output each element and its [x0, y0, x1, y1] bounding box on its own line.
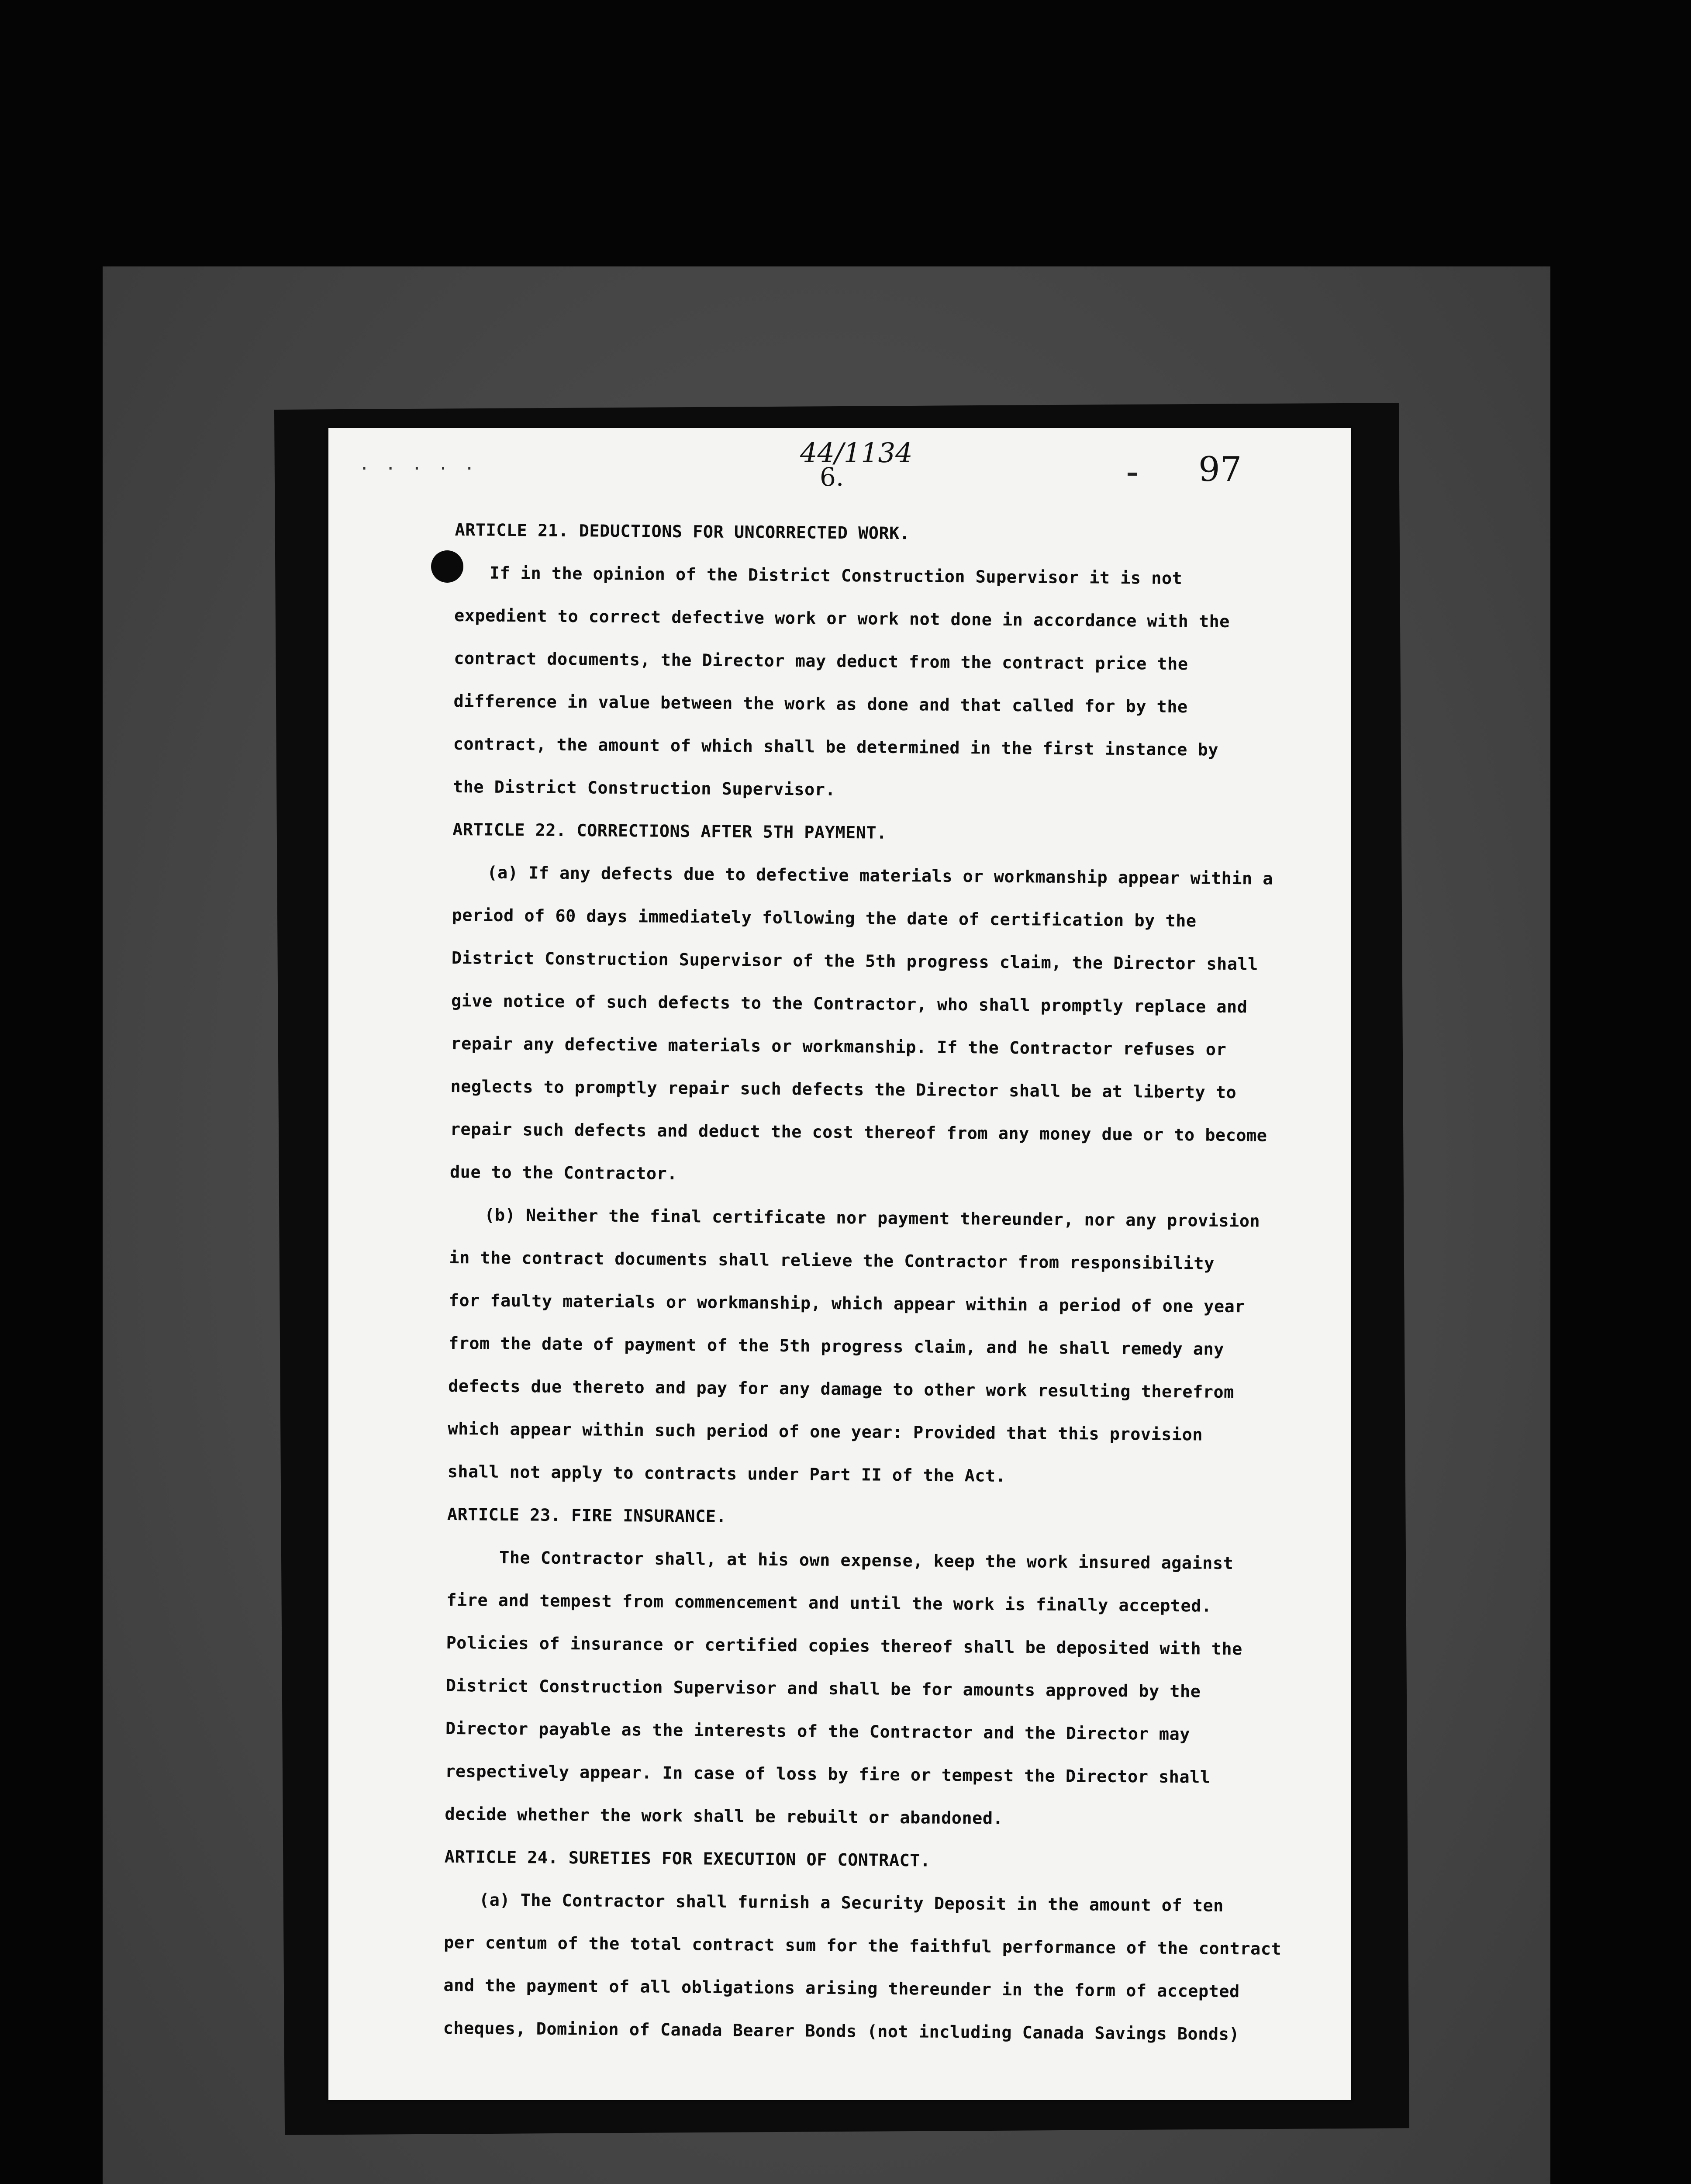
article-22a-line: due to the Contractor.: [449, 1162, 678, 1184]
stamped-page-number: 97: [1198, 450, 1242, 489]
article-24-heading: ARTICLE 24. SURETIES FOR EXECUTION OF CONTRACT.: [444, 1847, 931, 1871]
article-24a-line: cheques, Dominion of Canada Bearer Bonds (not including Canada Savings Bonds): [443, 2018, 1240, 2045]
article-22a-line: neglects to promptly repair such defects the Director shall be at liberty to: [450, 1076, 1237, 1103]
handwritten-file-reference: 44/1134: [800, 437, 913, 469]
stray-marks: · · · · ·: [359, 459, 477, 479]
article-24a-line: and the payment of all obligations arising thereunder in the form of accepted: [443, 1975, 1240, 2002]
article-22b-line: from the date of payment of the 5th progress claim, and he shall remedy any: [448, 1333, 1225, 1359]
article-23-line: decide whether the work shall be rebuilt or abandoned.: [445, 1804, 1004, 1828]
article-21-line: the District Construction Supervisor.: [452, 777, 836, 800]
article-21-heading: ARTICLE 21. DEDUCTIONS FOR UNCORRECTED WORK.: [455, 520, 910, 544]
article-22b-line: which appear within such period of one year: Provided that this provision: [448, 1419, 1203, 1445]
article-23-line: respectively appear. In case of loss by fire or tempest the Director shall: [445, 1761, 1211, 1787]
article-21-line: If in the opinion of the District Construction Supervisor it is not: [489, 563, 1183, 589]
article-23-line: Director payable as the interests of the Contractor and the Director may: [445, 1718, 1191, 1745]
article-22a-line: give notice of such defects to the Contractor, who shall promptly replace and: [451, 991, 1248, 1017]
document-page: [328, 428, 1351, 2100]
article-23-line: The Contractor shall, at his own expense, keep the work insured against: [499, 1548, 1234, 1574]
article-22a-line: repair any defective materials or workmanship. If the Contractor refuses or: [451, 1033, 1227, 1060]
article-22a-line: period of 60 days immediately following the date of certification by the: [452, 905, 1197, 931]
article-24a-line: (a) The Contractor shall furnish a Security Deposit in the amount of ten: [479, 1890, 1224, 1916]
article-23-line: fire and tempest from commencement and until the work is finally accepted.: [446, 1590, 1212, 1616]
article-22b-line: in the contract documents shall relieve the Contractor from responsibility: [449, 1248, 1215, 1274]
article-23-line: Policies of insurance or certified copies thereof shall be deposited with the: [446, 1633, 1243, 1659]
article-23-line: District Construction Supervisor and shall be for amounts approved by the: [445, 1676, 1201, 1702]
article-22b-line: shall not apply to contracts under Part II of the Act.: [447, 1462, 1006, 1486]
article-23-heading: ARTICLE 23. FIRE INSURANCE.: [447, 1504, 727, 1527]
article-22-heading: ARTICLE 22. CORRECTIONS AFTER 5TH PAYMENT.: [452, 819, 887, 843]
article-22a-line: (a) If any defects due to defective materials or workmanship appear within a: [487, 863, 1273, 889]
article-22b-line: defects due thereto and pay for any damage to other work resulting therefrom: [448, 1376, 1234, 1403]
article-22a-line: District Construction Supervisor of the 5th progress claim, the Director shall: [451, 948, 1259, 975]
article-22b-line: (b) Neither the final certificate nor payment thereunder, nor any provision: [484, 1205, 1260, 1231]
article-21-line: difference in value between the work as done and that called for by the: [453, 691, 1188, 717]
typed-page-number: 6.: [820, 462, 844, 492]
article-21-line: contract, the amount of which shall be determined in the first instance by: [453, 734, 1219, 760]
article-21-line: contract documents, the Director may deduct from the contract price the: [454, 648, 1188, 674]
article-21-line: expedient to correct defective work or work not done in accordance with the: [454, 605, 1230, 632]
article-24a-line: per centum of the total contract sum for the faithful performance of the contract: [444, 1932, 1282, 1959]
article-22a-line: repair such defects and deduct the cost thereof from any money due or to become: [450, 1119, 1267, 1146]
body-text: [443, 509, 1329, 2057]
article-22b-line: for faulty materials or workmanship, which appear within a period of one year: [449, 1290, 1246, 1317]
dash-mark: [1128, 473, 1137, 476]
